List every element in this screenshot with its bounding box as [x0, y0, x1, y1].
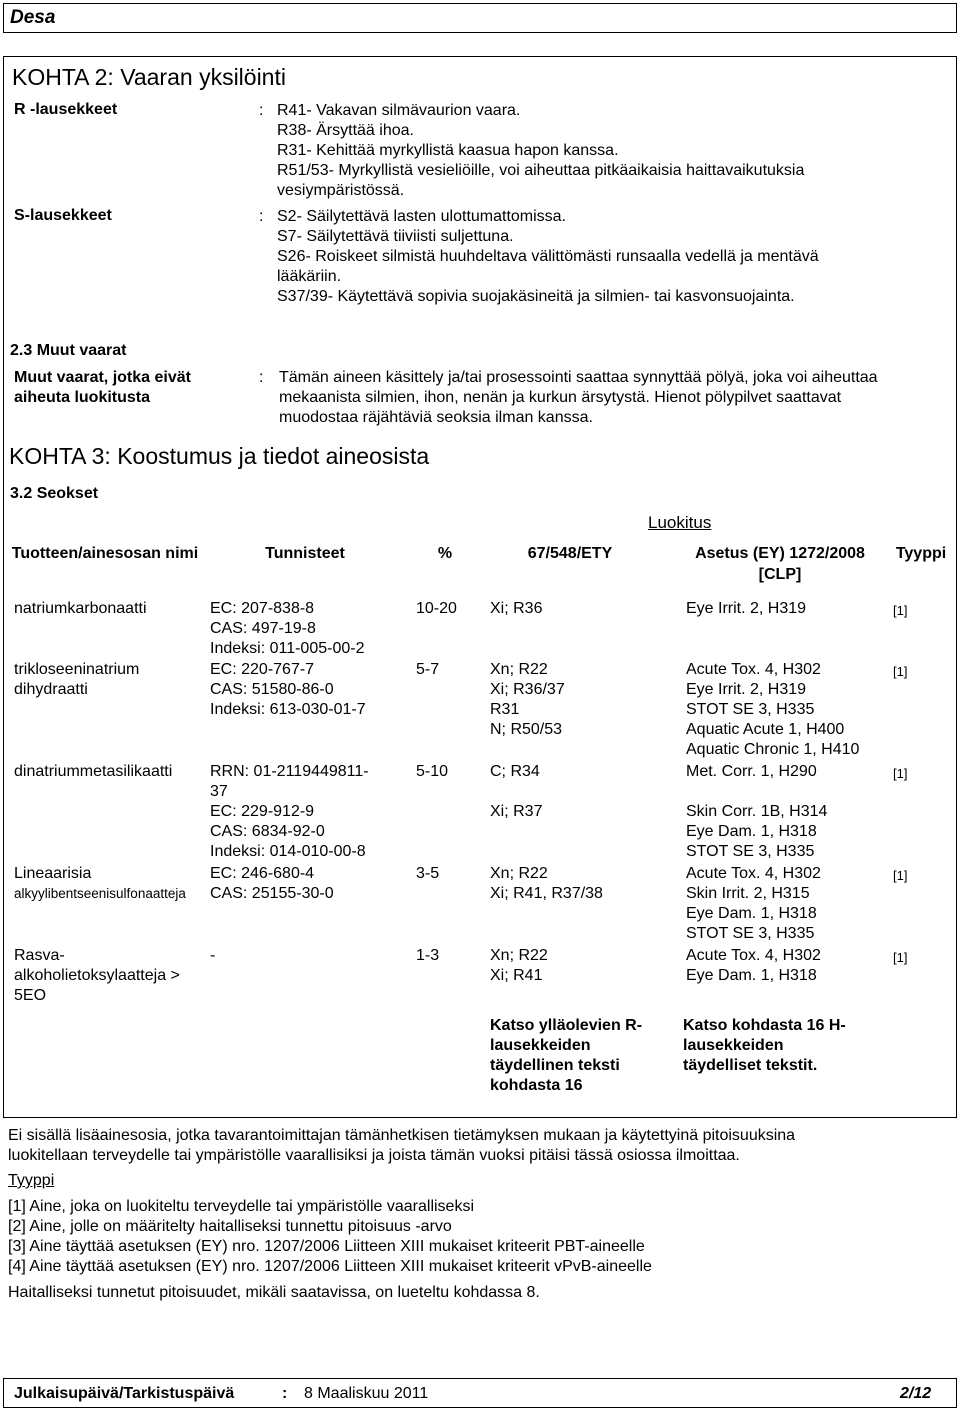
r-phrase: vesiympäristössä. — [277, 182, 405, 199]
other-hazards-label — [14, 368, 191, 408]
r-phrase: R38- Ärsyttää ihoa. — [277, 122, 414, 139]
row-2-name — [14, 660, 139, 700]
cell-line: Acute Tox. 4, H302 — [686, 865, 821, 882]
cell-line: Aquatic Chronic 1, H410 — [686, 741, 860, 758]
subtitle-text: 3.2 Seokset — [10, 485, 99, 502]
cell-line: Eye Dam. 1, H318 — [686, 905, 817, 922]
cell-line: EC: 220-767-7 — [210, 661, 315, 678]
cell-line: Eye Dam. 1, H318 — [686, 823, 817, 840]
r-phrase: R31- Kehittää myrkyllistä kaasua hapon kanssa. — [277, 142, 619, 159]
cell-line: CAS: 6834-92-0 — [210, 823, 325, 840]
row-4-name — [14, 864, 186, 904]
type-legend-title: Tyyppi — [8, 1172, 55, 1189]
row-2-type: [1] — [893, 664, 908, 679]
row-1-type: [1] — [893, 603, 908, 618]
row-3-clp — [686, 762, 827, 862]
row-1-name — [14, 599, 147, 619]
row-3-67548 — [490, 762, 542, 822]
colon: : — [259, 102, 264, 119]
cell-line: N; R50/53 — [490, 721, 563, 738]
s-phrases-label: S-lausekkeet — [14, 207, 112, 224]
row-4-ids — [210, 864, 334, 904]
cell-line: Xi; R36 — [490, 600, 543, 617]
type-legend-item: [2] Aine, jolle on määritelty haitalliseksi tunnettu pitoisuus -arvo — [8, 1218, 452, 1235]
cell-line: EC: 207-838-8 — [210, 600, 315, 617]
cell-line: STOT SE 3, H335 — [686, 701, 815, 718]
colon: : — [259, 208, 264, 225]
row-4-pct: 3-5 — [416, 865, 440, 882]
cell-line: Xi; R37 — [490, 803, 543, 820]
row-5-clp — [686, 946, 821, 986]
s-phrases-list — [277, 207, 819, 307]
col-header-identifiers: Tunnisteet — [265, 545, 345, 562]
section-2-title: KOHTA 2: Vaaran yksilöinti — [12, 64, 286, 90]
cell-line: Indeksi: 014-010-00-8 — [210, 843, 366, 860]
type-legend-item: [1] Aine, joka on luokiteltu terveydelle tai ympäristölle vaaralliseksi — [8, 1198, 475, 1215]
row-3-pct: 5-10 — [416, 763, 449, 780]
cell-line: natriumkarbonaatti — [14, 600, 147, 617]
cell-line: Xn; R22 — [490, 865, 548, 882]
cell-line: alkoholietoksylaatteja > — [14, 967, 180, 984]
cell-line: Xi; R41, R37/38 — [490, 885, 603, 902]
note-line: täydellinen teksti — [490, 1057, 620, 1074]
cell-line — [686, 782, 827, 802]
text-line: Tämän aineen käsittely ja/tai prosessointi saattaa synnyttää pölyä, joka voi aiheuttaa — [279, 369, 878, 386]
cell-line: Eye Dam. 1, H318 — [686, 967, 817, 984]
other-hazards-text — [279, 368, 878, 428]
row-3-name — [14, 762, 172, 782]
type-legend-list — [8, 1197, 652, 1277]
type-legend-item: [3] Aine täyttää asetuksen (EY) nro. 1207/2006 Liitteen XIII mukaiset kriteerit PBT-aineelle — [8, 1238, 645, 1255]
note-line: Katso kohdasta 16 H- — [683, 1017, 846, 1034]
cell-line: EC: 246-680-4 — [210, 865, 315, 882]
row-2-67548 — [490, 660, 565, 740]
s-phrase: S26- Roiskeet silmistä huuhdeltava välittömästi runsaalla vedellä ja mentävä — [277, 248, 819, 265]
text-line: Ei sisällä lisäainesosia, jotka tavarantoimittajan tämänhetkisen tietämyksen mukaan ja käytettyinä pitoisuuksina — [8, 1127, 796, 1144]
r-phrase: R51/53- Myrkyllistä vesieliöille, voi aiheuttaa pitkäaikaisia haittavaikutuksia — [277, 162, 805, 179]
cell-line: Xi; R36/37 — [490, 681, 565, 698]
footer-colon: : — [282, 1385, 288, 1402]
row-4-type: [1] — [893, 868, 908, 883]
note-line: täydelliset tekstit. — [683, 1057, 818, 1074]
cell-line: Indeksi: 613-030-01-7 — [210, 701, 366, 718]
note-line: kohdasta 16 — [490, 1077, 583, 1094]
cell-line: Eye Irrit. 2, H319 — [686, 600, 807, 617]
cell-line: Xn; R22 — [490, 661, 548, 678]
col-header-product: Tuotteen/ainesosan nimi — [11, 545, 199, 562]
cell-line: Aquatic Acute 1, H400 — [686, 721, 845, 738]
row-1-67548 — [490, 599, 542, 619]
note-h-phrases — [683, 1016, 846, 1076]
r-phrase: R41- Vakavan silmävaurion vaara. — [277, 102, 521, 119]
additional-ingredients-note — [8, 1126, 795, 1166]
col-header-percent: % — [437, 545, 453, 562]
row-1-pct: 10-20 — [416, 600, 457, 617]
other-hazards-title: 2.3 Muut vaarat — [10, 342, 127, 359]
label-line: aiheuta luokitusta — [14, 389, 151, 406]
cell-line: Xn; R22 — [490, 947, 548, 964]
cell-line: Acute Tox. 4, H302 — [686, 661, 821, 678]
s-phrase: S37/39- Käytettävä sopivia suojakäsineitä ja silmien- tai kasvonsuojainta. — [277, 288, 795, 305]
row-1-clp — [686, 599, 806, 619]
cell-line: CAS: 497-19-8 — [210, 620, 316, 637]
r-phrases-label: R -lausekkeet — [14, 101, 118, 118]
colon: : — [259, 369, 264, 386]
cell-line: Rasva- — [14, 947, 65, 964]
row-4-67548 — [490, 864, 603, 904]
mixtures-subtitle — [10, 484, 98, 504]
footer-date: 8 Maaliskuu 2011 — [304, 1385, 429, 1402]
row-5-67548 — [490, 946, 548, 986]
row-5-type: [1] — [893, 950, 908, 965]
row-5-pct: 1-3 — [416, 947, 440, 964]
document-footer — [3, 1378, 957, 1408]
cell-line: Skin Corr. 1B, H314 — [686, 803, 828, 820]
cell-line: Skin Irrit. 2, H315 — [686, 885, 810, 902]
row-1-ids — [210, 599, 364, 659]
cell-line: - — [210, 947, 216, 964]
row-2-pct: 5-7 — [416, 661, 440, 678]
type-legend-item: [4] Aine täyttää asetuksen (EY) nro. 1207/2006 Liitteen XIII mukaiset kriteerit vPvB-aineelle — [8, 1258, 652, 1275]
cell-line: CAS: 25155-30-0 — [210, 885, 334, 902]
cell-line — [490, 782, 542, 802]
cell-line: trikloseeninatrium — [14, 661, 140, 678]
cell-line: dinatriummetasilikaatti — [14, 763, 173, 780]
footer-label: Julkaisupäivä/Tarkistuspäivä — [14, 1385, 235, 1402]
cell-line: dihydraatti — [14, 681, 88, 698]
note-r-phrases — [490, 1016, 642, 1096]
concentration-note: Haitalliseksi tunnetut pitoisuudet, mikäli saatavissa, on lueteltu kohdassa 8. — [8, 1284, 540, 1301]
cell-line: STOT SE 3, H335 — [686, 843, 815, 860]
cell-line: RRN: 01-2119449811- — [210, 763, 369, 780]
cell-line: 5EO — [14, 987, 47, 1004]
col-header-clp: Asetus (EY) 1272/2008 [CLP] — [695, 545, 865, 583]
cell-line: Acute Tox. 4, H302 — [686, 947, 821, 964]
cell-line: C; R34 — [490, 763, 540, 780]
row-3-ids — [210, 762, 369, 862]
cell-line: Met. Corr. 1, H290 — [686, 763, 817, 780]
cell-line: Xi; R41 — [490, 967, 543, 984]
text-line: luokitellaan terveydelle tai ympäristölle vaarallisiksi ja joista tämän vuoksi pitäisi tässä osiossa ilmoittaa. — [8, 1147, 740, 1164]
section-3-title: KOHTA 3: Koostumus ja tiedot aineosista — [9, 443, 430, 469]
cell-line: alkyylibentseenisulfonaatteja — [14, 886, 186, 901]
note-line: lausekkeiden — [490, 1037, 591, 1054]
row-5-name — [14, 946, 180, 1006]
note-line: Katso ylläolevien R- — [490, 1017, 643, 1034]
col-header-type: Tyyppi — [895, 545, 947, 562]
footer-page-number: 2/12 — [900, 1385, 932, 1402]
cell-line: R31 — [490, 701, 520, 718]
text-line: muodostaa räjähtäviä seoksia ilman kanssa. — [279, 409, 593, 426]
s-phrase: S2- Säilytettävä lasten ulottumattomissa. — [277, 208, 567, 225]
cell-line: Lineaarisia — [14, 865, 92, 882]
row-4-clp — [686, 864, 821, 944]
note-line: lausekkeiden — [683, 1037, 784, 1054]
col-header-67-548: 67/548/ETY — [527, 545, 613, 562]
classification-header: Luokitus — [648, 513, 712, 532]
s-phrase: S7- Säilytettävä tiiviisti suljettuna. — [277, 228, 514, 245]
row-2-ids — [210, 660, 366, 720]
s-phrase: lääkäriin. — [277, 268, 342, 285]
cell-line: Eye Irrit. 2, H319 — [686, 681, 807, 698]
cell-line: EC: 229-912-9 — [210, 803, 315, 820]
row-5-ids — [210, 946, 215, 966]
r-phrases-list — [277, 101, 804, 201]
cell-line: STOT SE 3, H335 — [686, 925, 815, 942]
cell-line: 37 — [210, 783, 228, 800]
cell-line: Indeksi: 011-005-00-2 — [210, 640, 365, 657]
label-line: Muut vaarat, jotka eivät — [14, 369, 191, 386]
cell-line: CAS: 51580-86-0 — [210, 681, 334, 698]
document-header — [3, 3, 957, 33]
text-line: mekaanista silmien, ihon, nenän ja kurkun ärsytystä. Hienot pölypilvet saattavat — [279, 389, 842, 406]
product-title: Desa — [10, 7, 56, 28]
row-3-type: [1] — [893, 766, 908, 781]
row-2-clp — [686, 660, 859, 760]
